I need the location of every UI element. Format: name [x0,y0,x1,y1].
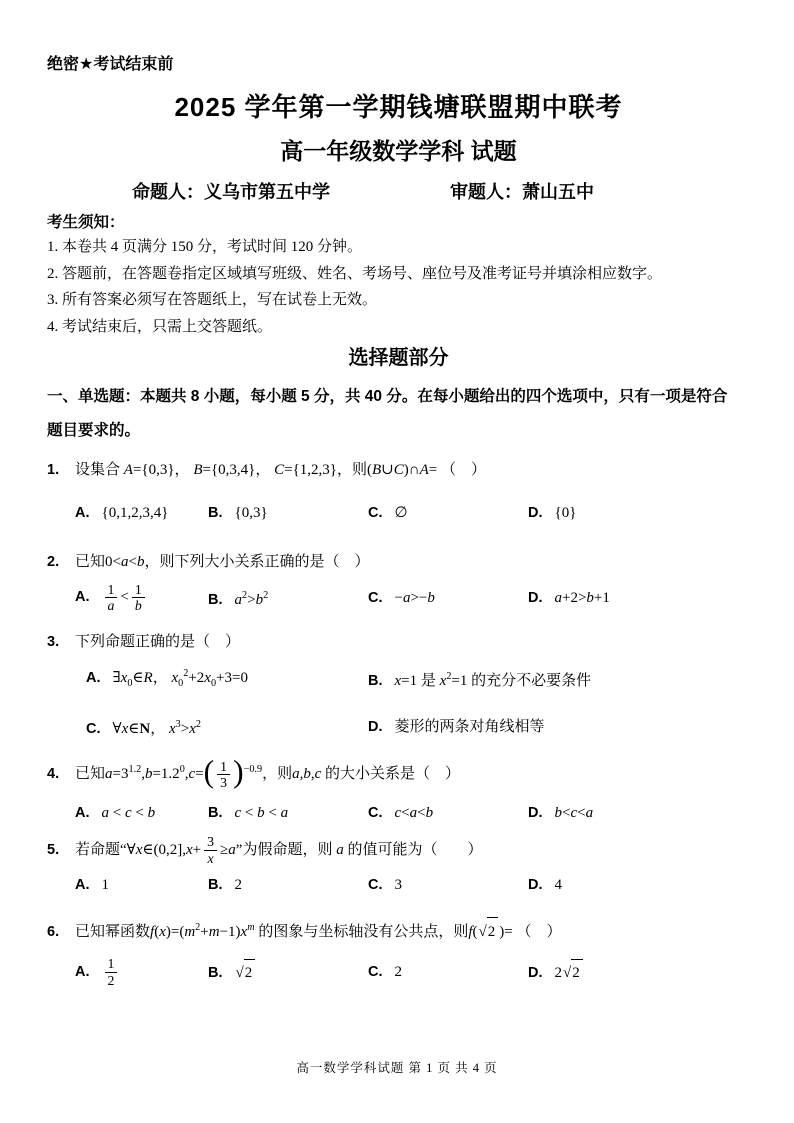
question-1-option-b: B. {0,3} [208,505,268,521]
question-4-options [47,800,750,826]
notice-item-2: 2. 答题前，在答题卷指定区域填写班级、姓名、考场号、座位号及准考证号并填涂相应数字。 [47,265,663,282]
question-2 [47,550,750,614]
question-1 [47,458,750,526]
question-6-number: 6. [47,924,60,941]
byline [47,180,750,204]
question-5-option-c: C. 3 [368,877,402,894]
question-2-stem [47,550,750,574]
question-4-option-c: C. c<a<b [368,805,434,822]
question-6-option-d: D. 2√2 [528,959,750,986]
question-6-option-a: A. $\frac{1}{2}$ [75,956,208,988]
question-setter: 命题人：义乌市第五中学 [132,182,330,202]
question-3-option-a: A. $\exists x_0\in R$， $x_0^2+2x_0+3=0$ [86,667,248,689]
question-1-option-c: C. ∅ [368,505,408,521]
question-5-option-a: A. 1 [75,877,109,894]
question-1-stem [47,458,750,482]
question-5-option-d: D. 4 [528,877,562,894]
candidate-notice [47,212,750,340]
question-2-number: 2. [47,554,60,570]
exam-title: 2025 学年第一学期钱塘联盟期中联考 [174,92,623,122]
instruction-line-1: 一、单选题：本题共 8 小题，每小题 5 分，共 40 分。在每小题给出的四个选项中，只有一项是符合 [47,388,728,405]
question-6-options [47,956,750,988]
question-6-option-b: B. √2 [208,959,368,986]
question-6-option-c: C. 2 [368,964,402,981]
notice-heading: 考生须知： [47,214,125,231]
question-2-option-c: C. −a>−b [368,589,435,606]
question-4-stem-text: 已知$a=3^{1.2},b=1.2^0,c=$( $\frac{1}{3}$ )$^{-0.9}$，则a,b,c 的大小关系是（ ） [75,754,461,790]
question-5-number: 5. [47,841,60,858]
question-5-stem-text: 若命题“∀x∈(0,2],x+ $\frac{3}{x}$ ≥a”为假命题，则 a 的值可能为（ ） [75,834,483,866]
exam-subtitle: 高一年级数学学科 试题 [280,138,517,164]
question-2-option-b: B. $a^2>b^2$ [208,589,269,608]
question-4-option-b: B. c < b < a [208,805,289,822]
question-2-option-a: A. $\frac{1}{a}$ < $\frac{1}{b}$ [75,582,208,614]
question-3-number: 3. [47,633,60,650]
question-1-stem-text: 设集合 A={0,3}， B={0,3,4}， C={1,2,3}，则(B∪C)∩A= （ ） [75,462,486,478]
question-6 [47,914,750,988]
notice-item-4: 4. 考试结束后，只需上交答题纸。 [47,318,273,335]
question-3-stem [47,630,750,654]
question-3-options-row-2 [47,712,750,742]
question-3-options-row-1 [47,660,750,698]
question-5-stem [47,834,750,866]
question-2-option-d: D. a+2>b+1 [528,589,610,606]
secrecy-label: 绝密★考试结束前 [47,56,174,73]
question-4 [47,754,750,827]
page-footer: 高一数学学科试题 第 1 页 共 4 页 [296,1061,498,1075]
section-heading: 选择题部分 [348,347,449,369]
question-reviewer: 审题人：萧山五中 [450,182,594,202]
question-5-options [47,872,750,898]
question-3 [47,630,750,742]
question-1-option-a: A. {0,1,2,3,4} [75,505,169,521]
question-4-option-a: A. a < c < b [75,805,156,822]
question-3-option-b: B. x=1 是 $x^2=1$ 的充分不必要条件 [368,670,592,689]
notice-item-1: 1. 本卷共 4 页满分 150 分，考试时间 120 分钟。 [47,239,363,255]
question-3-option-d: D. 菱形的两条对角线相等 [368,718,545,735]
notice-item-3: 3. 所有答案必须写在答题纸上，写在试卷上无效。 [47,292,378,308]
question-4-option-d: D. b<c<a [528,805,594,822]
question-2-stem-text: 已知0<a<b，则下列大小关系正确的是（ ） [75,554,370,570]
question-3-option-c: C. ∀x∈N， $x^3>x^2$ [86,718,201,737]
question-6-stem [47,914,750,946]
question-3-stem-text: 下列命题正确的是（ ） [75,633,241,650]
question-6-stem-text: 已知幂函数$f(x)=(m^2+m-1)x^m$ 的图象与坐标轴没有公共点，则f(√2 )= （ ） [75,924,561,940]
question-1-options [47,500,750,526]
question-4-number: 4. [47,765,60,782]
question-2-options [47,582,750,614]
question-1-number: 1. [47,462,60,478]
question-5 [47,834,750,898]
instruction-line-2: 题目要求的。 [47,422,141,439]
question-5-option-b: B. 2 [208,877,242,894]
question-1-option-d: D. {0} [528,505,577,521]
question-4-stem [47,754,750,791]
section-instruction [47,380,750,448]
